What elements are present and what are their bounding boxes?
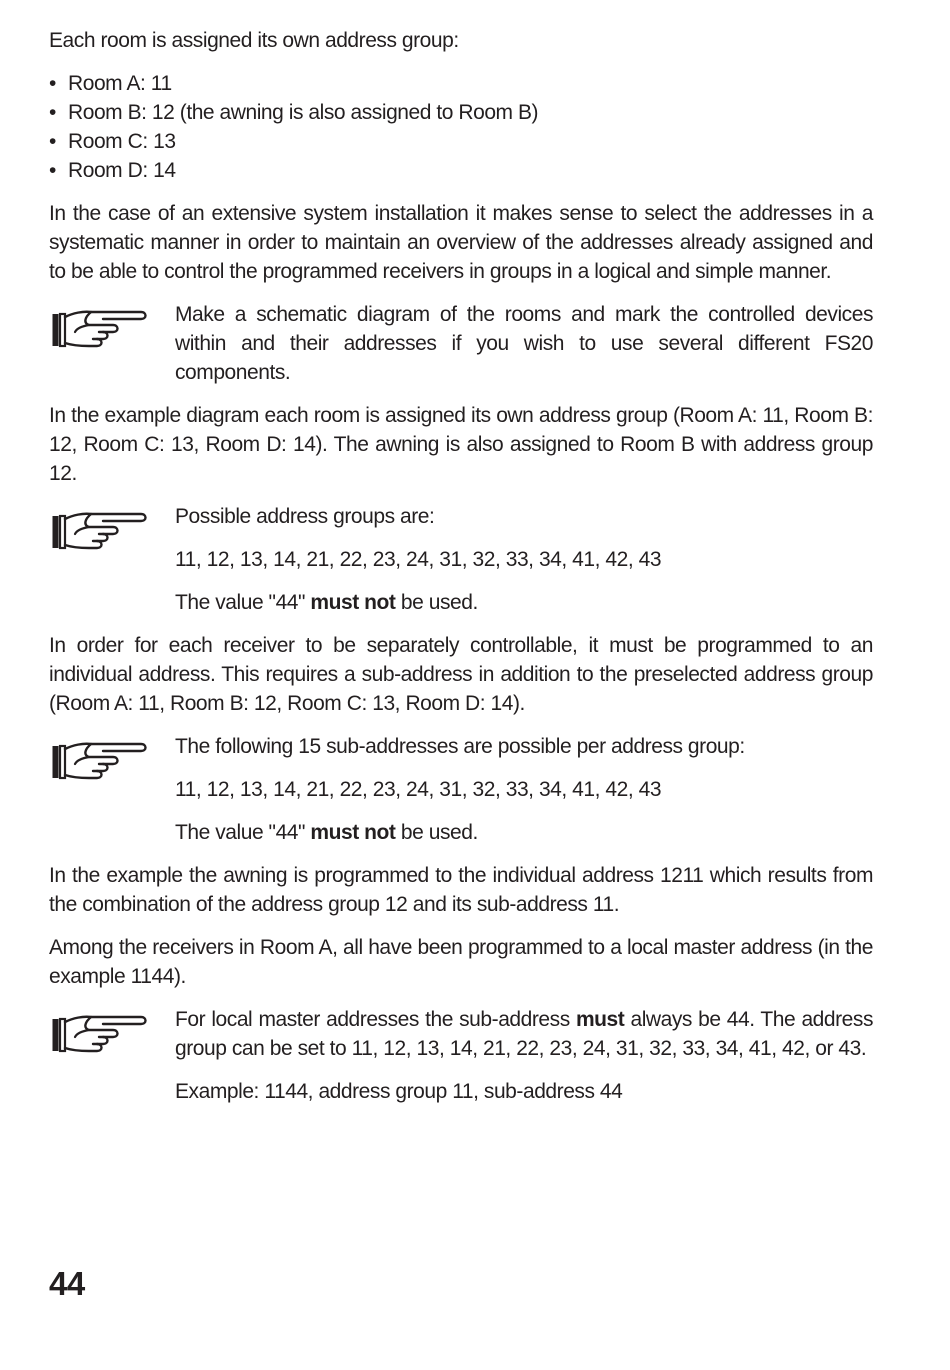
paragraph-example-diagram: In the example diagram each room is assigned its own address group (Room A: 11, Room B: 12, Room C: 13, Room D: 14). The awning is also assigned to Room B with address group 12. xyxy=(49,404,873,485)
note-text-emphasis: must xyxy=(575,1008,625,1031)
pointing-hand-icon xyxy=(51,1013,147,1059)
note-address-groups xyxy=(49,502,873,617)
room-list xyxy=(49,69,873,185)
note-text-pre: For local master addresses the sub-address xyxy=(175,1008,576,1031)
note-schematic-diagram xyxy=(49,300,873,387)
note-warning-emphasis: must not xyxy=(310,591,396,614)
note-warning-emphasis: must not xyxy=(310,821,396,844)
room-list-item: • Room C: 13 xyxy=(49,127,873,156)
note-heading: The following 15 sub-addresses are possible per address group: xyxy=(175,735,745,758)
paragraph-individual-address: In order for each receiver to be separately controllable, it must be programmed to an individual address. This requires a sub-address in addition to the preselected address group (Room A: 11, Room B: 12, Room C: 13, Room D: 14). xyxy=(49,634,873,715)
address-group-values: 11, 12, 13, 14, 21, 22, 23, 24, 31, 32, 33, 34, 41, 42, 43 xyxy=(175,548,662,571)
room-list-item: • Room D: 14 xyxy=(49,156,873,185)
paragraph-awning-address: In the example the awning is programmed to the individual address 1211 which results from the combination of the address group 12 and its sub-address 11. xyxy=(49,864,873,916)
note-warning xyxy=(175,588,873,617)
note-warning-pre: The value "44" xyxy=(175,821,311,844)
pointing-hand-icon xyxy=(51,510,147,556)
note-warning-post: be used. xyxy=(395,591,478,614)
note-sub-addresses xyxy=(49,732,873,847)
note-text xyxy=(175,1005,873,1063)
note-warning xyxy=(175,818,873,847)
paragraph-system-installation: In the case of an extensive system installation it makes sense to select the addresses in a systematic manner in order to maintain an overview of the addresses already assigned and to be able to control the programmed receivers in groups in a logical and simple manner. xyxy=(49,202,873,283)
intro-text: Each room is assigned its own address group: xyxy=(49,29,459,52)
note-text: Make a schematic diagram of the rooms and mark the controlled devices within and their addresses if you wish to use several different FS20 components. xyxy=(175,303,873,384)
note-warning-post: be used. xyxy=(395,821,478,844)
note-example: Example: 1144, address group 11, sub-address 44 xyxy=(175,1080,623,1103)
note-local-master-address xyxy=(49,1005,873,1106)
page-number: 44 xyxy=(49,1265,85,1302)
note-warning-pre: The value "44" xyxy=(175,591,311,614)
note-heading: Possible address groups are: xyxy=(175,505,435,528)
pointing-hand-icon xyxy=(51,308,147,354)
paragraph-local-master: Among the receivers in Room A, all have been programmed to a local master address (in the example 1144). xyxy=(49,936,873,988)
note-text-post: always be 44. The address group can be set to 11, 12, 13, 14, 21, 22, 23, 24, 31, 32, 33, 34, 41, 42, or 43. xyxy=(175,1008,874,1060)
document-page xyxy=(49,26,873,1120)
sub-address-values: 11, 12, 13, 14, 21, 22, 23, 24, 31, 32, 33, 34, 41, 42, 43 xyxy=(175,778,662,801)
room-list-item: • Room A: 11 xyxy=(49,69,873,98)
pointing-hand-icon xyxy=(51,740,147,786)
room-list-item: • Room B: 12 (the awning is also assigned to Room B) xyxy=(49,98,873,127)
